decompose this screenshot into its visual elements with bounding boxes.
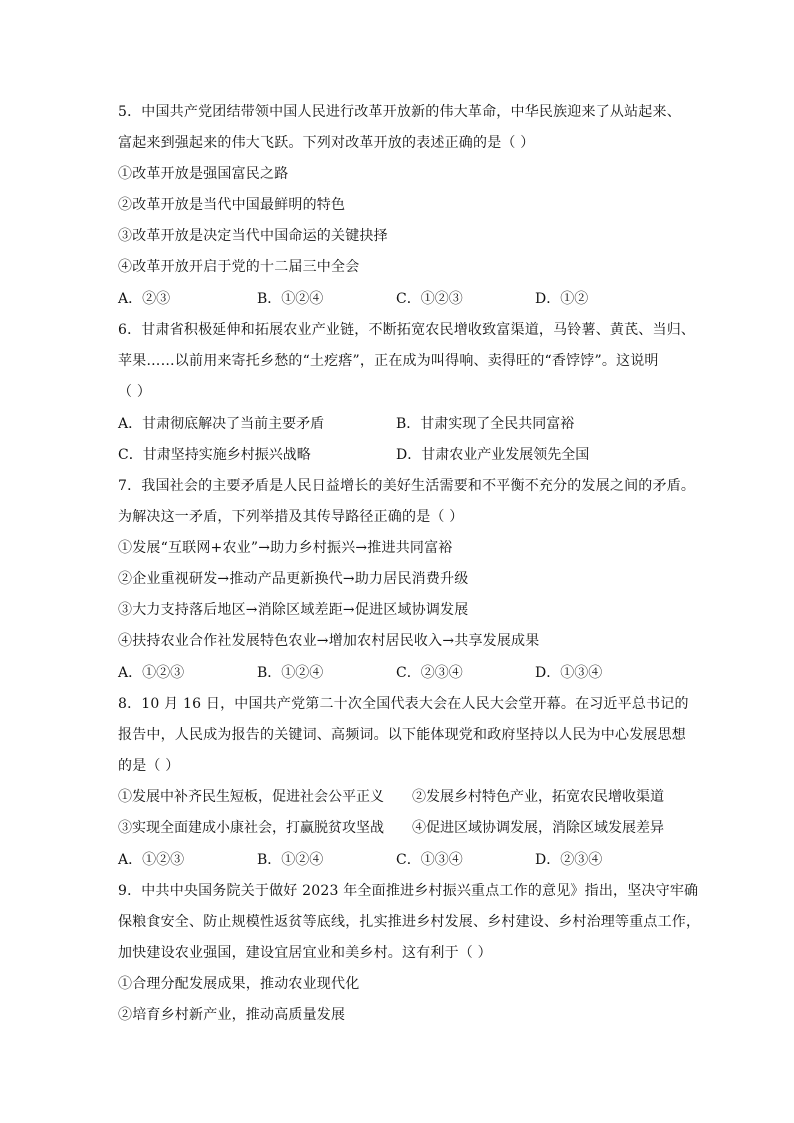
q8-item-2: ②发展乡村特色产业，拓宽农民增收渠道 [412,789,664,805]
q5-item-4: ④改革开放开启于党的十二届三中全会 [118,259,360,275]
q5-item-2: ②改革开放是当代中国最鲜明的特色 [118,197,346,213]
q5-option-d: D．①② [535,291,589,307]
q5-option-a: A．②③ [118,291,171,307]
q8-option-b: B．①②④ [257,852,324,868]
q7-item-4: ④扶持农业合作社发展特色农业→增加农村居民收入→共享发展成果 [118,633,540,649]
q8-item-4: ④促进区域协调发展，消除区域发展差异 [412,820,664,836]
q6-option-d: D．甘肃农业产业发展领先全国 [396,447,590,463]
q6-stem-line-2: 苹果……以前用来寄托乡愁的“土疙瘩”，正在成为叫得响、卖得旺的“香饽饽”。这说明 [118,353,659,369]
q8-option-d: D．②③④ [535,852,603,868]
q9-stem-line-2: 保粮食安全、防止规模性返贫等底线，扎实推进乡村发展、乡村建设、乡村治理等重点工作， [118,914,701,930]
q8-stem-line-1: 8．10 月 16 日，中国共产党第二十次全国代表大会在人民大会堂开幕。在习近平总书记的 [118,696,689,712]
q5-stem-line-1: 5．中国共产党团结带领中国人民进行改革开放新的伟大革命，中华民族迎来了从站起来、 [118,104,681,120]
q8-stem-line-3: 的是（ ） [118,758,180,774]
q5-item-1: ①改革开放是强国富民之路 [118,166,289,182]
q7-item-1: ①发展“互联网+农业”→助力乡村振兴→推进共同富裕 [118,540,453,556]
q8-item-3: ③实现全面建成小康社会，打赢脱贫攻坚战 [118,820,384,836]
q7-stem-line-2: 为解决这一矛盾，下列举措及其传导路径正确的是（ ） [118,509,464,525]
q8-option-c: C．①③④ [396,852,463,868]
q6-option-a: A．甘肃彻底解决了当前主要矛盾 [118,416,325,432]
q7-item-2: ②企业重视研发→推动产品更新换代→助力居民消费升级 [118,571,469,587]
q8-item-1: ①发展中补齐民生短板，促进社会公平正义 [118,789,384,805]
q7-option-c: C．②③④ [396,665,463,681]
q8-option-a: A．①②③ [118,852,185,868]
q9-stem-line-1: 9．中共中央国务院关于做好 2023 年全面推进乡村振兴重点工作的意见》指出，坚决守牢确 [118,883,699,899]
q7-stem-line-1: 7．我国社会的主要矛盾是人民日益增长的美好生活需要和不平衡不充分的发展之间的矛盾。 [118,478,696,494]
q9-stem-line-3: 加快建设农业强国，建设宜居宜业和美乡村。这有利于（ ） [118,945,492,961]
q6-stem-line-1: 6．甘肃省积极延伸和拓展农业产业链，不断拓宽农民增收致富渠道，马铃薯、黄芪、当归、 [118,322,696,338]
q8-stem-line-2: 报告中，人民成为报告的关键词、高频词。以下能体现党和政府坚持以人民为中心发展思想 [118,727,686,743]
q5-item-3: ③改革开放是决定当代中国命运的关键抉择 [118,228,388,244]
q7-option-a: A．①②③ [118,665,185,681]
q5-option-c: C．①②③ [396,291,463,307]
q7-option-d: D．①③④ [535,665,603,681]
q5-option-b: B．①②④ [257,291,324,307]
q9-item-1: ①合理分配发展成果，推动农业现代化 [118,976,360,992]
q9-item-2: ②培育乡村新产业，推动高质量发展 [118,1007,346,1023]
q6-option-c: C．甘肃坚持实施乡村振兴战略 [118,447,311,463]
q7-option-b: B．①②④ [257,665,324,681]
q6-stem-line-3: （ ） [118,384,152,400]
q6-option-b: B．甘肃实现了全民共同富裕 [396,416,575,432]
q5-stem-line-2: 富起来到强起来的伟大飞跃。下列对改革开放的表述正确的是（ ） [118,135,535,151]
q7-item-3: ③大力支持落后地区→消除区域差距→促进区域协调发展 [118,602,469,618]
